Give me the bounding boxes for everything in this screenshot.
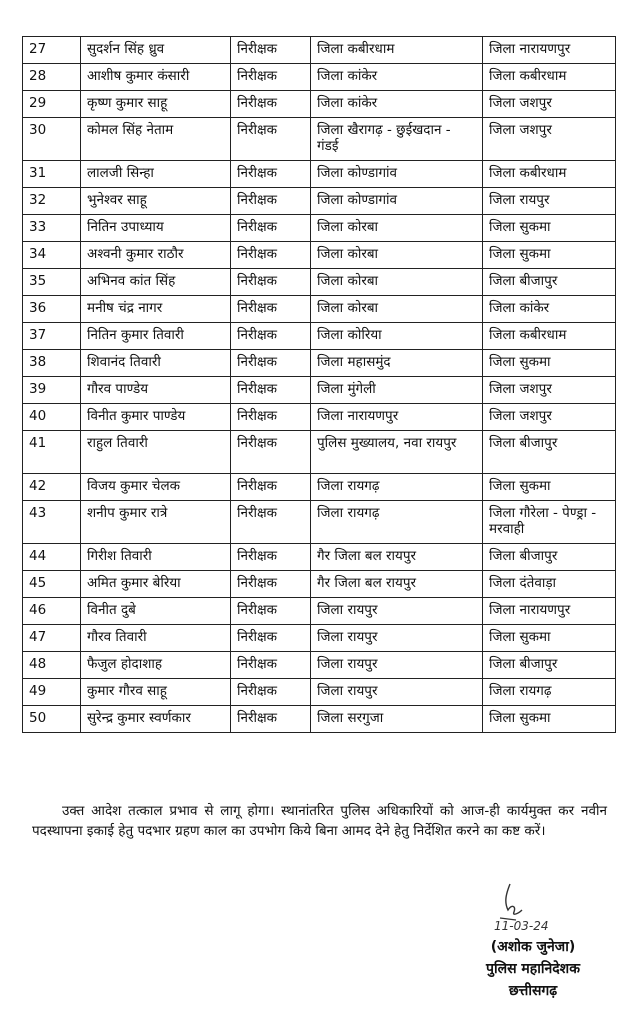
name-cell: राहुल तिवारी [81,431,231,474]
table-row [23,544,616,571]
from-posting-cell: गैर जिला बल रायपुर [311,544,483,571]
from-posting-cell: जिला रायपुर [311,679,483,706]
serial-cell: 44 [23,544,81,571]
table-row [23,377,616,404]
to-posting-cell: जिला सुकमा [483,474,616,501]
rank-cell: निरीक्षक [231,625,311,652]
transfer-table-body [23,37,616,733]
rank-cell: निरीक्षक [231,679,311,706]
from-posting-cell: जिला कोण्डागांव [311,161,483,188]
to-posting-cell: जिला नारायणपुर [483,598,616,625]
name-cell: कुमार गौरव साहू [81,679,231,706]
name-cell: नितिन उपाध्याय [81,215,231,242]
name-cell: लालजी सिन्हा [81,161,231,188]
rank-cell: निरीक्षक [231,269,311,296]
from-posting-cell: जिला रायपुर [311,652,483,679]
rank-cell: निरीक्षक [231,161,311,188]
to-posting-cell: जिला जशपुर [483,404,616,431]
from-posting-cell: जिला कांकेर [311,91,483,118]
to-posting-cell: जिला कबीरधाम [483,161,616,188]
from-posting-cell: जिला रायपुर [311,625,483,652]
rank-cell: निरीक्षक [231,215,311,242]
to-posting-cell: जिला बीजापुर [483,652,616,679]
rank-cell: निरीक्षक [231,188,311,215]
name-cell: भुनेश्वर साहू [81,188,231,215]
to-posting-cell: जिला रायगढ़ [483,679,616,706]
to-posting-cell: जिला रायपुर [483,188,616,215]
name-cell: अश्वनी कुमार राठौर [81,242,231,269]
serial-cell: 35 [23,269,81,296]
table-row [23,215,616,242]
name-cell: सुदर्शन सिंह ध्रुव [81,37,231,64]
to-posting-cell: जिला बीजापुर [483,269,616,296]
from-posting-cell: जिला कोण्डागांव [311,188,483,215]
rank-cell: निरीक्षक [231,37,311,64]
table-row [23,188,616,215]
rank-cell: निरीक्षक [231,377,311,404]
name-cell: शनीप कुमार रात्रे [81,501,231,544]
from-posting-cell: जिला कांकेर [311,64,483,91]
serial-cell: 28 [23,64,81,91]
name-cell: विनीत दुबे [81,598,231,625]
rank-cell: निरीक्षक [231,296,311,323]
rank-cell: निरीक्षक [231,118,311,161]
to-posting-cell: जिला सुकमा [483,215,616,242]
to-posting-cell: जिला सुकमा [483,350,616,377]
serial-cell: 30 [23,118,81,161]
rank-cell: निरीक्षक [231,544,311,571]
rank-cell: निरीक्षक [231,598,311,625]
signatory-name: (अशोक जुनेजा) [490,939,576,955]
name-cell: कृष्ण कुमार साहू [81,91,231,118]
name-cell: आशीष कुमार कंसारी [81,64,231,91]
rank-cell: निरीक्षक [231,501,311,544]
serial-cell: 31 [23,161,81,188]
serial-cell: 39 [23,377,81,404]
handwritten-date: 11-03-24 [494,919,549,933]
serial-cell: 29 [23,91,81,118]
from-posting-cell: जिला रायगढ़ [311,474,483,501]
from-posting-cell: जिला कोरबा [311,215,483,242]
serial-cell: 48 [23,652,81,679]
table-row [23,652,616,679]
name-cell: नितिन कुमार तिवारी [81,323,231,350]
serial-cell: 45 [23,571,81,598]
rank-cell: निरीक्षक [231,350,311,377]
table-row [23,571,616,598]
handwritten-signature-icon [470,880,590,940]
name-cell: मनीष चंद्र नागर [81,296,231,323]
rank-cell: निरीक्षक [231,474,311,501]
serial-cell: 40 [23,404,81,431]
table-row [23,118,616,161]
name-cell: शिवानंद तिवारी [81,350,231,377]
from-posting-cell: जिला कबीरधाम [311,37,483,64]
to-posting-cell: जिला कांकेर [483,296,616,323]
serial-cell: 43 [23,501,81,544]
serial-cell: 32 [23,188,81,215]
table-row [23,501,616,544]
to-posting-cell: जिला जशपुर [483,91,616,118]
name-cell: गौरव तिवारी [81,625,231,652]
name-cell: कोमल सिंह नेताम [81,118,231,161]
table-row [23,706,616,733]
to-posting-cell: जिला कबीरधाम [483,64,616,91]
serial-cell: 49 [23,679,81,706]
table-row [23,296,616,323]
name-cell: फैजुल होदाशाह [81,652,231,679]
name-cell: सुरेन्द्र कुमार स्वर्णकार [81,706,231,733]
from-posting-cell: जिला नारायणपुर [311,404,483,431]
serial-cell: 37 [23,323,81,350]
serial-cell: 38 [23,350,81,377]
serial-cell: 47 [23,625,81,652]
rank-cell: निरीक्षक [231,571,311,598]
name-cell: अमित कुमार बेरिया [81,571,231,598]
rank-cell: निरीक्षक [231,91,311,118]
name-cell: गिरीश तिवारी [81,544,231,571]
from-posting-cell: जिला महासमुंद [311,350,483,377]
name-cell: अभिनव कांत सिंह [81,269,231,296]
from-posting-cell: जिला कोरबा [311,296,483,323]
to-posting-cell: जिला सुकमा [483,706,616,733]
table-row [23,350,616,377]
serial-cell: 42 [23,474,81,501]
table-row [23,679,616,706]
name-cell: विनीत कुमार पाण्डेय [81,404,231,431]
from-posting-cell: जिला खैरागढ़ - छुईखदान - गंडई [311,118,483,161]
table-row [23,431,616,474]
from-posting-cell: जिला सरगुजा [311,706,483,733]
from-posting-cell: जिला रायपुर [311,598,483,625]
serial-cell: 41 [23,431,81,474]
table-row [23,404,616,431]
rank-cell: निरीक्षक [231,431,311,474]
to-posting-cell: जिला दंतेवाड़ा [483,571,616,598]
table-row [23,242,616,269]
to-posting-cell: जिला बीजापुर [483,544,616,571]
table-row [23,37,616,64]
table-row [23,625,616,652]
serial-cell: 34 [23,242,81,269]
rank-cell: निरीक्षक [231,242,311,269]
rank-cell: निरीक्षक [231,706,311,733]
from-posting-cell: जिला मुंगेली [311,377,483,404]
serial-cell: 27 [23,37,81,64]
to-posting-cell: जिला सुकमा [483,625,616,652]
to-posting-cell: जिला सुकमा [483,242,616,269]
signatory-designation: पुलिस महानिदेशक [486,961,580,977]
from-posting-cell: जिला कोरबा [311,242,483,269]
from-posting-cell: जिला रायगढ़ [311,501,483,544]
from-posting-cell: पुलिस मुख्यालय, नवा रायपुर [311,431,483,474]
serial-cell: 46 [23,598,81,625]
serial-cell: 33 [23,215,81,242]
order-text: उक्त आदेश तत्काल प्रभाव से लागू होगा। स्थानांतरित पुलिस अधिकारियों को आज-ही कार्यमुक्त कर नवीन पदस्थापना इकाई हेतु पदभार ग्रहण काल का उपभोग किये बिना आमद देने हेतु निर्देशित करने का कष्ट करें। [32,803,607,839]
serial-cell: 50 [23,706,81,733]
from-posting-cell: जिला कोरबा [311,269,483,296]
rank-cell: निरीक्षक [231,64,311,91]
table-row [23,474,616,501]
table-row [23,269,616,296]
table-row [23,64,616,91]
signature-block [458,936,608,1002]
name-cell: गौरव पाण्डेय [81,377,231,404]
name-cell: विजय कुमार चेलक [81,474,231,501]
rank-cell: निरीक्षक [231,404,311,431]
rank-cell: निरीक्षक [231,652,311,679]
table-row [23,91,616,118]
rank-cell: निरीक्षक [231,323,311,350]
to-posting-cell: जिला जशपुर [483,377,616,404]
table-row [23,598,616,625]
transfer-table [22,36,616,733]
order-paragraph [32,801,607,841]
signatory-state: छत्तीसगढ़ [508,983,558,999]
to-posting-cell: जिला गौरेला - पेण्ड्रा - मरवाही [483,501,616,544]
to-posting-cell: जिला बीजापुर [483,431,616,474]
table-row [23,323,616,350]
to-posting-cell: जिला कबीरधाम [483,323,616,350]
serial-cell: 36 [23,296,81,323]
to-posting-cell: जिला जशपुर [483,118,616,161]
from-posting-cell: जिला कोरिया [311,323,483,350]
to-posting-cell: जिला नारायणपुर [483,37,616,64]
table-row [23,161,616,188]
from-posting-cell: गैर जिला बल रायपुर [311,571,483,598]
